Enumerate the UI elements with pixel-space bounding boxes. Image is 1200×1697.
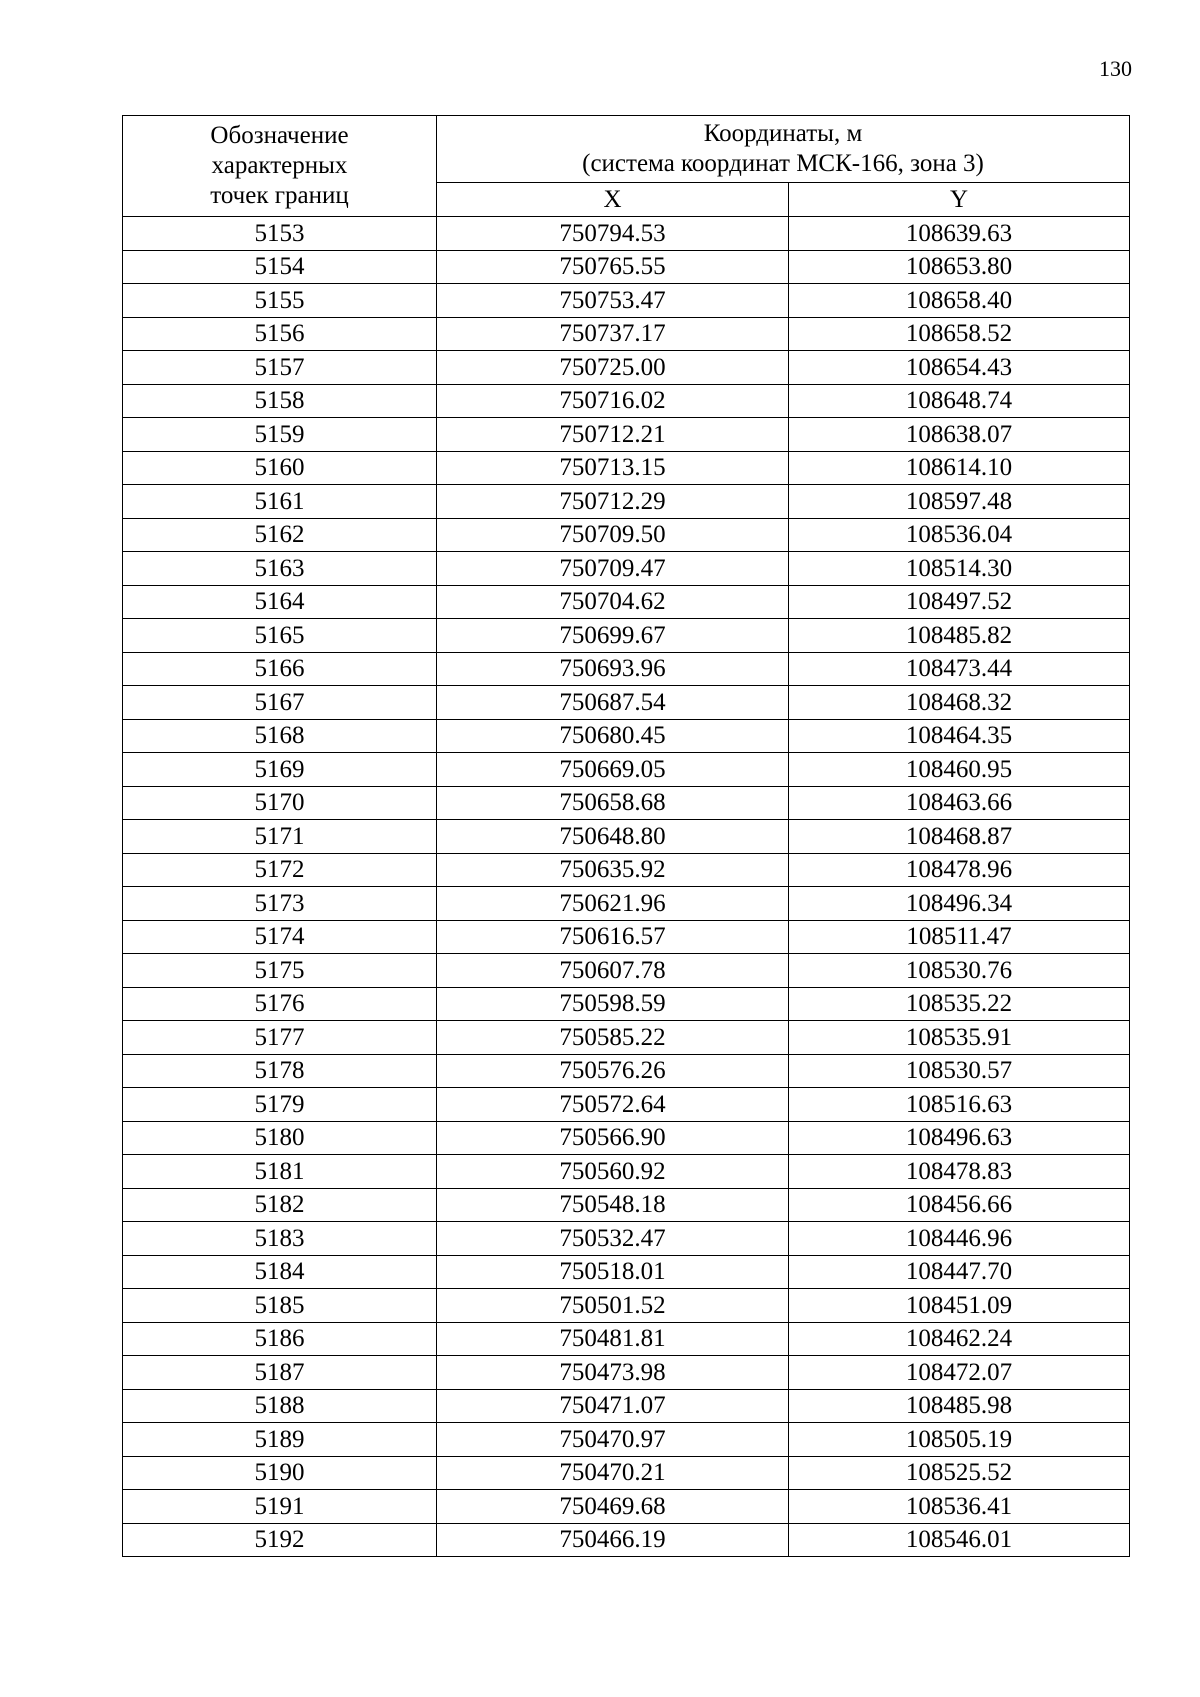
x-coordinate-cell: 750481.81 — [437, 1322, 789, 1356]
x-coordinate-cell: 750635.92 — [437, 853, 789, 887]
table-row — [123, 1456, 1130, 1490]
table-body — [123, 217, 1130, 1557]
point-cell: 5157 — [123, 351, 437, 385]
point-cell: 5169 — [123, 753, 437, 787]
table-row — [123, 1155, 1130, 1189]
point-cell: 5163 — [123, 552, 437, 586]
point-cell: 5158 — [123, 384, 437, 418]
x-coordinate-cell: 750669.05 — [437, 753, 789, 787]
header-y: Y — [789, 183, 1130, 217]
x-coordinate-cell: 750621.96 — [437, 887, 789, 921]
point-cell: 5164 — [123, 585, 437, 619]
header-point-line-3: точек границ — [210, 182, 349, 209]
y-coordinate-cell: 108536.04 — [789, 518, 1130, 552]
x-coordinate-cell: 750687.54 — [437, 686, 789, 720]
point-cell: 5185 — [123, 1289, 437, 1323]
x-coordinate-cell: 750470.97 — [437, 1423, 789, 1457]
y-coordinate-cell: 108658.52 — [789, 317, 1130, 351]
x-coordinate-cell: 750765.55 — [437, 250, 789, 284]
point-cell: 5162 — [123, 518, 437, 552]
header-point-line-2: характерных — [211, 152, 348, 179]
y-coordinate-cell: 108468.87 — [789, 820, 1130, 854]
table-row — [123, 1523, 1130, 1557]
table-row — [123, 1423, 1130, 1457]
y-coordinate-cell: 108658.40 — [789, 284, 1130, 318]
table-row — [123, 1356, 1130, 1390]
point-cell: 5161 — [123, 485, 437, 519]
table-row — [123, 1289, 1130, 1323]
y-coordinate-cell: 108653.80 — [789, 250, 1130, 284]
table-row — [123, 652, 1130, 686]
point-cell: 5177 — [123, 1021, 437, 1055]
y-coordinate-cell: 108530.57 — [789, 1054, 1130, 1088]
point-cell: 5171 — [123, 820, 437, 854]
y-coordinate-cell: 108464.35 — [789, 719, 1130, 753]
y-coordinate-cell: 108546.01 — [789, 1523, 1130, 1557]
point-cell: 5170 — [123, 786, 437, 820]
y-coordinate-cell: 108654.43 — [789, 351, 1130, 385]
y-coordinate-cell: 108525.52 — [789, 1456, 1130, 1490]
x-coordinate-cell: 750713.15 — [437, 451, 789, 485]
y-coordinate-cell: 108451.09 — [789, 1289, 1130, 1323]
point-cell: 5182 — [123, 1188, 437, 1222]
table-row — [123, 518, 1130, 552]
point-cell: 5155 — [123, 284, 437, 318]
table-row — [123, 954, 1130, 988]
point-cell: 5180 — [123, 1121, 437, 1155]
y-coordinate-cell: 108536.41 — [789, 1490, 1130, 1524]
y-coordinate-cell: 108478.96 — [789, 853, 1130, 887]
x-coordinate-cell: 750753.47 — [437, 284, 789, 318]
point-cell: 5153 — [123, 217, 437, 251]
point-cell: 5166 — [123, 652, 437, 686]
table-row — [123, 719, 1130, 753]
x-coordinate-cell: 750470.21 — [437, 1456, 789, 1490]
y-coordinate-cell: 108639.63 — [789, 217, 1130, 251]
x-coordinate-cell: 750704.62 — [437, 585, 789, 619]
point-cell: 5189 — [123, 1423, 437, 1457]
header-x: X — [437, 183, 789, 217]
x-coordinate-cell: 750616.57 — [437, 920, 789, 954]
table-row — [123, 1088, 1130, 1122]
table-row — [123, 753, 1130, 787]
y-coordinate-cell: 108530.76 — [789, 954, 1130, 988]
point-cell: 5188 — [123, 1389, 437, 1423]
table-row — [123, 786, 1130, 820]
x-coordinate-cell: 750518.01 — [437, 1255, 789, 1289]
y-coordinate-cell: 108463.66 — [789, 786, 1130, 820]
table-row — [123, 284, 1130, 318]
header-point-designation — [123, 116, 437, 217]
y-coordinate-cell: 108473.44 — [789, 652, 1130, 686]
x-coordinate-cell: 750466.19 — [437, 1523, 789, 1557]
y-coordinate-cell: 108535.91 — [789, 1021, 1130, 1055]
y-coordinate-cell: 108485.82 — [789, 619, 1130, 653]
y-coordinate-cell: 108485.98 — [789, 1389, 1130, 1423]
y-coordinate-cell: 108497.52 — [789, 585, 1130, 619]
table-row — [123, 1490, 1130, 1524]
coordinates-table — [122, 115, 1130, 1557]
table-row — [123, 920, 1130, 954]
table-row — [123, 1322, 1130, 1356]
x-coordinate-cell: 750469.68 — [437, 1490, 789, 1524]
y-coordinate-cell: 108597.48 — [789, 485, 1130, 519]
y-coordinate-cell: 108447.70 — [789, 1255, 1130, 1289]
table-row — [123, 1255, 1130, 1289]
table-row — [123, 887, 1130, 921]
point-cell: 5160 — [123, 451, 437, 485]
y-coordinate-cell: 108505.19 — [789, 1423, 1130, 1457]
table-row — [123, 619, 1130, 653]
point-cell: 5168 — [123, 719, 437, 753]
x-coordinate-cell: 750693.96 — [437, 652, 789, 686]
y-coordinate-cell: 108496.34 — [789, 887, 1130, 921]
table-row — [123, 351, 1130, 385]
x-coordinate-cell: 750648.80 — [437, 820, 789, 854]
x-coordinate-cell: 750572.64 — [437, 1088, 789, 1122]
x-coordinate-cell: 750680.45 — [437, 719, 789, 753]
point-cell: 5175 — [123, 954, 437, 988]
x-coordinate-cell: 750725.00 — [437, 351, 789, 385]
x-coordinate-cell: 750471.07 — [437, 1389, 789, 1423]
table-row — [123, 585, 1130, 619]
x-coordinate-cell: 750473.98 — [437, 1356, 789, 1390]
table-row — [123, 1222, 1130, 1256]
table-row — [123, 853, 1130, 887]
table-row — [123, 820, 1130, 854]
header-point-line-1: Обозначение — [210, 122, 349, 149]
point-cell: 5191 — [123, 1490, 437, 1524]
y-coordinate-cell: 108456.66 — [789, 1188, 1130, 1222]
table-row — [123, 1054, 1130, 1088]
x-coordinate-cell: 750532.47 — [437, 1222, 789, 1256]
y-coordinate-cell: 108462.24 — [789, 1322, 1130, 1356]
y-coordinate-cell: 108614.10 — [789, 451, 1130, 485]
table-row — [123, 250, 1130, 284]
x-coordinate-cell: 750716.02 — [437, 384, 789, 418]
table-row — [123, 317, 1130, 351]
point-cell: 5184 — [123, 1255, 437, 1289]
y-coordinate-cell: 108516.63 — [789, 1088, 1130, 1122]
point-cell: 5165 — [123, 619, 437, 653]
x-coordinate-cell: 750794.53 — [437, 217, 789, 251]
point-cell: 5159 — [123, 418, 437, 452]
y-coordinate-cell: 108535.22 — [789, 987, 1130, 1021]
y-coordinate-cell: 108472.07 — [789, 1356, 1130, 1390]
point-cell: 5187 — [123, 1356, 437, 1390]
table-row — [123, 552, 1130, 586]
point-cell: 5176 — [123, 987, 437, 1021]
header-coordinates-group — [437, 116, 1130, 183]
y-coordinate-cell: 108446.96 — [789, 1222, 1130, 1256]
x-coordinate-cell: 750712.29 — [437, 485, 789, 519]
table-row — [123, 418, 1130, 452]
point-cell: 5192 — [123, 1523, 437, 1557]
y-coordinate-cell: 108514.30 — [789, 552, 1130, 586]
page-number: 130 — [1099, 56, 1132, 81]
x-coordinate-cell: 750699.67 — [437, 619, 789, 653]
table-row — [123, 217, 1130, 251]
x-coordinate-cell: 750709.50 — [437, 518, 789, 552]
point-cell: 5174 — [123, 920, 437, 954]
x-coordinate-cell: 750709.47 — [437, 552, 789, 586]
header-coordinates-line-2: (система координат МСК-166, зона 3) — [582, 150, 984, 177]
x-coordinate-cell: 750712.21 — [437, 418, 789, 452]
point-cell: 5156 — [123, 317, 437, 351]
point-cell: 5154 — [123, 250, 437, 284]
table-row — [123, 1389, 1130, 1423]
table-row — [123, 451, 1130, 485]
y-coordinate-cell: 108496.63 — [789, 1121, 1130, 1155]
y-coordinate-cell: 108478.83 — [789, 1155, 1130, 1189]
y-coordinate-cell: 108511.47 — [789, 920, 1130, 954]
table-header — [123, 116, 1130, 217]
x-coordinate-cell: 750501.52 — [437, 1289, 789, 1323]
table-row — [123, 987, 1130, 1021]
x-coordinate-cell: 750576.26 — [437, 1054, 789, 1088]
point-cell: 5181 — [123, 1155, 437, 1189]
point-cell: 5186 — [123, 1322, 437, 1356]
table-row — [123, 1021, 1130, 1055]
x-coordinate-cell: 750548.18 — [437, 1188, 789, 1222]
x-coordinate-cell: 750598.59 — [437, 987, 789, 1021]
table-row — [123, 485, 1130, 519]
point-cell: 5190 — [123, 1456, 437, 1490]
table-row — [123, 1188, 1130, 1222]
x-coordinate-cell: 750658.68 — [437, 786, 789, 820]
y-coordinate-cell: 108648.74 — [789, 384, 1130, 418]
x-coordinate-cell: 750737.17 — [437, 317, 789, 351]
y-coordinate-cell: 108460.95 — [789, 753, 1130, 787]
x-coordinate-cell: 750585.22 — [437, 1021, 789, 1055]
x-coordinate-cell: 750566.90 — [437, 1121, 789, 1155]
point-cell: 5178 — [123, 1054, 437, 1088]
x-coordinate-cell: 750607.78 — [437, 954, 789, 988]
table-row — [123, 686, 1130, 720]
point-cell: 5183 — [123, 1222, 437, 1256]
point-cell: 5172 — [123, 853, 437, 887]
y-coordinate-cell: 108638.07 — [789, 418, 1130, 452]
y-coordinate-cell: 108468.32 — [789, 686, 1130, 720]
x-coordinate-cell: 750560.92 — [437, 1155, 789, 1189]
table-row — [123, 384, 1130, 418]
point-cell: 5173 — [123, 887, 437, 921]
point-cell: 5179 — [123, 1088, 437, 1122]
point-cell: 5167 — [123, 686, 437, 720]
table-row — [123, 1121, 1130, 1155]
header-coordinates-line-1: Координаты, м — [703, 120, 863, 147]
